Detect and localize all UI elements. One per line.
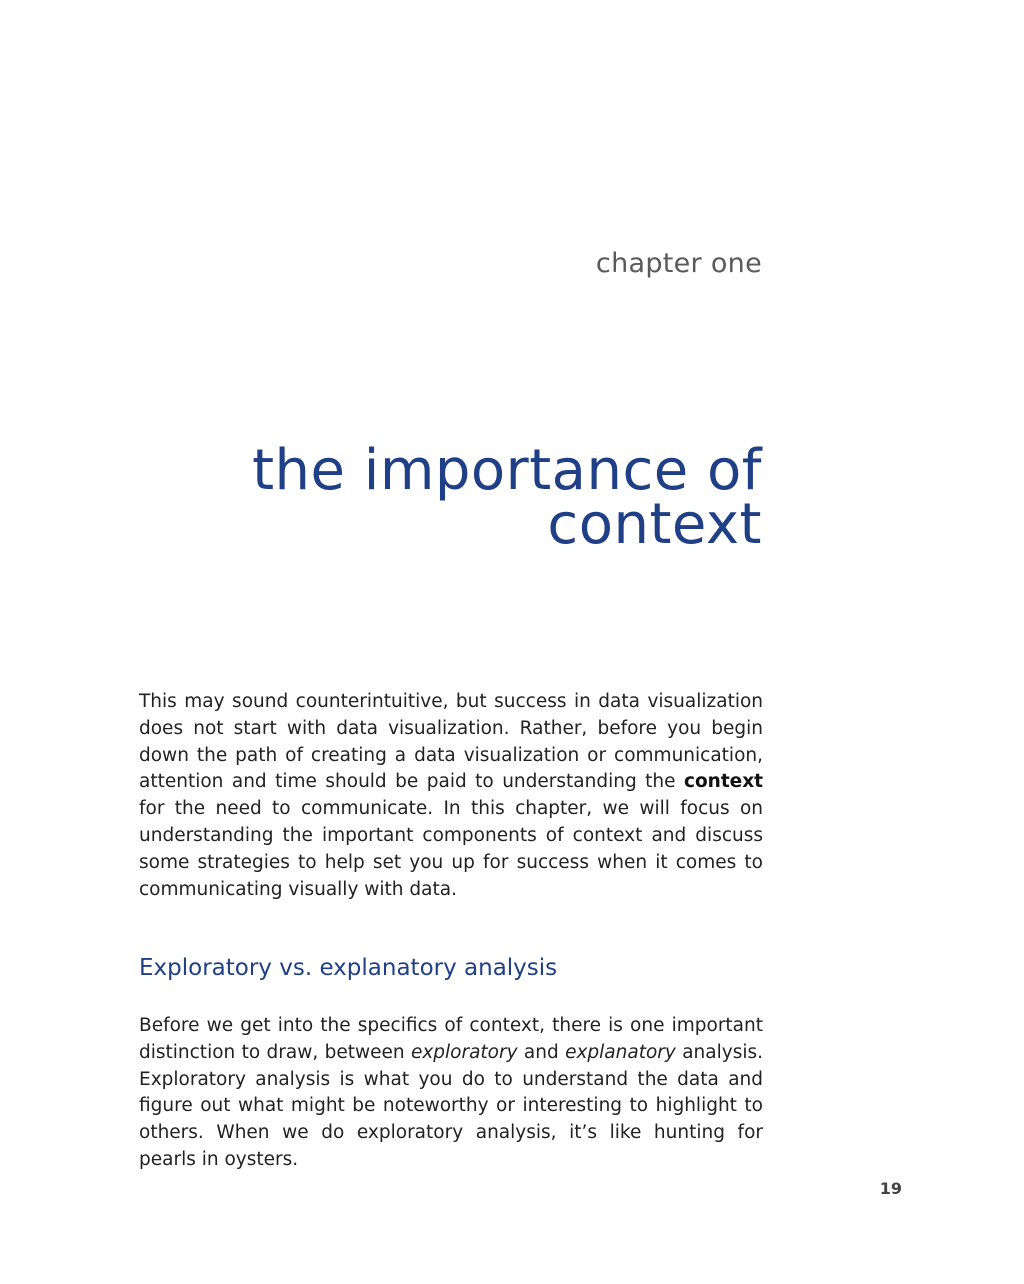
section-text-part-2: and xyxy=(517,1041,566,1063)
section-text-part-3: analysis. Exploratory analysis is what you do to understand the data and figure out what might be noteworthy or interesting to highlight to others. When we do exploratory analysis, it’s like hunting for pearls in oysters. xyxy=(139,1041,763,1170)
intro-text-part-2: for the need to communicate. In this chapter, we will focus on understanding the important components of context and discuss some strategies to help set you up for success when it comes to communicating visually with data. xyxy=(139,798,763,900)
intro-paragraph xyxy=(139,689,763,903)
chapter-title xyxy=(122,438,762,557)
section-italic-term-2: explanatory xyxy=(565,1041,676,1063)
intro-bold-term: context xyxy=(683,771,763,793)
section-italic-term-1: exploratory xyxy=(410,1041,518,1063)
chapter-title-line-2: context xyxy=(547,492,762,557)
intro-text-part-1: This may sound counterintuitive, but success in data visualization does not start with data visualization. Rather, before you begin down the path of creating a data visualization or communication, attention and time should be paid to understanding the xyxy=(139,691,763,793)
chapter-title-line-1: the importance of xyxy=(252,438,762,503)
page-number: 19 xyxy=(879,1179,902,1198)
section-heading: Exploratory vs. explanatory analysis xyxy=(139,955,558,981)
chapter-label: chapter one xyxy=(595,248,762,279)
section-paragraph xyxy=(139,1013,763,1174)
section-text-part-1: Before we get into the specifics of context, there is one important distinction to draw, between xyxy=(139,1015,763,1063)
